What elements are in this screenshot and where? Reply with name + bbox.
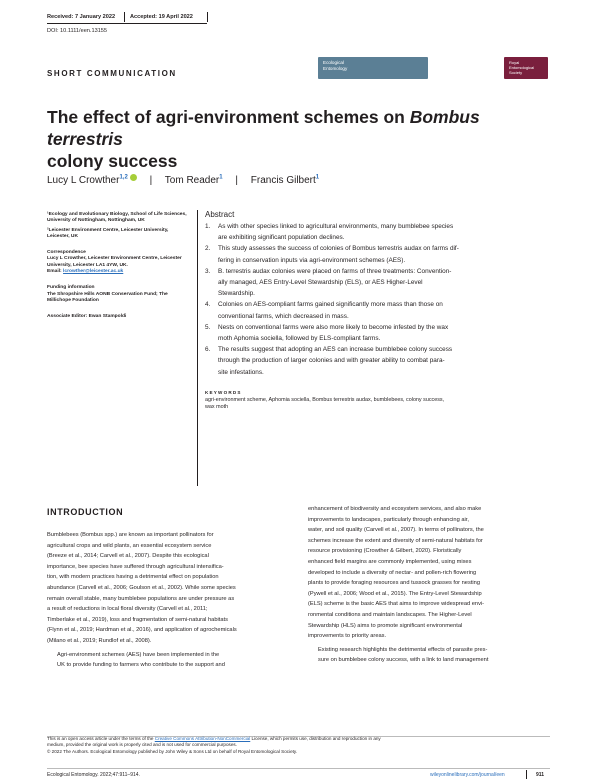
journal-logo[interactable] (318, 57, 428, 79)
intro-heading: INTRODUCTION (47, 507, 124, 517)
text-line: Stewardship (HLS) aims to promote significant environmental (308, 622, 463, 629)
abstract-line: Colonies on AES-compliant farms gained significantly more mass than those on (218, 301, 443, 309)
abstract-item-text (218, 266, 451, 300)
left-paragraph (47, 530, 289, 647)
author-separator: | (149, 175, 153, 186)
abstract-item-number: 4. (205, 301, 211, 309)
abstract-item-text (218, 221, 453, 243)
abstract-item-number: 1. (205, 223, 211, 230)
abstract-box (197, 210, 557, 486)
license-text: This is an open access article under the terms of the (47, 736, 155, 741)
divider (526, 770, 527, 779)
text-line: schemes increase the extent and diversity of semi-natural habitats for (308, 537, 483, 544)
text-line: abundance (Carvell et al., 2006; Goulson et al., 2002). While some species (47, 584, 236, 591)
abstract-item (205, 243, 557, 265)
affiliation-1: ¹Ecology and Evolutionary Biology, School of Life Sciences, University of Nottingham, Nottingham, UK (47, 212, 187, 224)
text-line: plants to provide foraging resources and tussock grasses for nesting (308, 580, 480, 587)
abstract-line: B. terrestris audax colonies were placed on farms of three treatments: Convention- (218, 267, 452, 275)
correspondence-heading: Correspondence (47, 250, 86, 256)
text-line: Agri-environment schemes (AES) have been implemented in the (57, 651, 220, 658)
doi[interactable]: DOI: 10.1111/een.13155 (47, 28, 108, 34)
license-link[interactable]: Creative Commons Attribution-NonCommercial (154, 736, 251, 741)
text-line: a result of reductions in local floral diversity (Carvell et al., 2011; (47, 606, 208, 613)
copyright-text: © 2022 The Authors. Ecological Entomology published by John Wiley & Sons Ltd on behalf of Royal Entomological Society. (47, 748, 298, 754)
abstract-item (205, 266, 557, 300)
abstract-item-text (218, 344, 452, 378)
logo-line: Royal Entomological Society (509, 60, 535, 75)
header-rule (47, 23, 207, 24)
divider (124, 12, 125, 22)
logo-line: Entomology (323, 65, 348, 71)
funding-heading: Funding information (47, 285, 95, 291)
author-sup: 1 (219, 174, 223, 181)
journal-url[interactable]: wileyonlinelibrary.com/journal/een (430, 772, 505, 778)
abstract-line: This study assesses the success of colonies of Bombus terrestris audax on farms dif- (218, 245, 459, 253)
text-line: agricultural crops and wild plants, an essential ecosystem service (47, 542, 212, 549)
abstract-line: site infestations. (218, 368, 264, 376)
text-line: importance, bee species have suffered through agricultural intensifica- (47, 563, 224, 570)
logo-line: Ecological (323, 60, 344, 65)
text-line: developed to include a diversity of nectar- and pollen-rich flowering (308, 569, 477, 576)
abstract-line: fering in conservation inputs via agri-environment schemes (AES). (218, 256, 406, 264)
abstract-item-text (218, 243, 459, 265)
abstract-list (205, 221, 557, 378)
text-line: (Breeze et al., 2014; Carvell et al., 2007). Despite this ecological (47, 553, 209, 560)
keywords-line: wax moth (205, 403, 229, 410)
author-sup: 1 (315, 174, 320, 181)
abstract-item-number: 5. (205, 323, 211, 331)
license-text: medium, provided the original work is properly cited and is not used for commercial purposes. (47, 742, 237, 748)
abstract-title: Abstract (205, 210, 235, 219)
text-line: (ELS) scheme is the basic AES that aims to improve widespread envi- (308, 601, 485, 608)
text-line: water, and soil quality (Carvell et al., 2007). In terms of pollinators, the (308, 527, 484, 534)
license-text: License, which permits use, distribution and reproduction in any (250, 736, 381, 741)
abstract-item (205, 299, 557, 321)
text-line: sure on bumblebee colony success, with a link to land management (318, 657, 489, 664)
abstract-line: The results suggest that adopting an AES can increase bumblebee colony success (218, 346, 453, 354)
title-text: colony success (47, 151, 178, 171)
author-name[interactable]: Francis Gilbert (250, 175, 316, 186)
right-paragraph-2 (308, 645, 550, 666)
author-list (47, 174, 319, 186)
text-line: Existing research highlights the detrimental effects of parasite pres- (318, 646, 488, 653)
abstract-line: through the production of larger colonies and with greater ability to combat para- (218, 357, 445, 365)
abstract-item (205, 322, 557, 344)
text-line: remain overall stable, many bumblebee populations are under pressure as (47, 595, 235, 602)
text-line: Bumblebees (Bombus spp.) are known as important pollinators for (47, 532, 214, 538)
text-line: UK to provide funding to farmers who contribute to the support and (57, 662, 225, 669)
abstract-line: ally managed, AES Entry-Level Stewardship (ELS), or AES Higher-Level (218, 279, 423, 287)
abstract-line: are exhibiting significant population declines. (218, 234, 345, 242)
author-name[interactable]: Lucy L Crowther (47, 175, 120, 186)
author-name[interactable]: Tom Reader (164, 175, 220, 186)
abstract-item (205, 344, 557, 378)
author-sup: 1,2 (119, 174, 128, 181)
license-block (47, 736, 550, 755)
email-label: Email: (47, 269, 64, 275)
abstract-item-text (218, 299, 443, 321)
article-title (47, 106, 557, 172)
affiliation-2: ²Leicester Environment Centre, Leicester University, Leicester, UK (47, 227, 169, 239)
received-date: Received: 7 January 2022 (47, 14, 116, 20)
left-paragraph-2 (47, 650, 289, 671)
abstract-line: As with other species linked to agricultural environments, many bumblebee species (218, 223, 454, 230)
journal-citation: Ecological Entomology. 2022;47:911–914. (47, 772, 140, 778)
text-line: (Milano et al., 2019; Rundlof et al., 2008). (47, 637, 152, 644)
abstract-item-number: 2. (205, 245, 211, 253)
abstract-line: Nests on conventional farms were also more likely to become infested by the wax (218, 323, 449, 331)
text-line: resource provisioning (Crowther & Gilbert, 2020). Floristically (308, 548, 462, 555)
footer-rule (47, 768, 550, 769)
divider (207, 12, 208, 22)
correspondence-text: Lucy L Crowther, Leicester Environment Centre, Leicester University, Leicester LA1 4YW, UK. (47, 256, 182, 268)
page-number: 911 (536, 772, 545, 778)
intro-left-column (47, 530, 289, 671)
author-separator: | (235, 175, 238, 186)
associate-editor: Associate Editor: Ewan Stampoldi (47, 314, 127, 320)
funding-text: The Shropshire Hills AONB Conservation Fund; The Millichope Foundation (47, 291, 168, 303)
abstract-item (205, 221, 557, 243)
title-text: The effect of agri-environment schemes on (47, 107, 410, 127)
abstract-item-text (218, 322, 448, 344)
society-logo[interactable] (504, 57, 548, 79)
title-italic: Bombus terrestris (47, 107, 480, 149)
abstract-item-number: 6. (205, 346, 211, 354)
keywords-line: agri-environment scheme, Aphomia sociella, Bombus terrestris audax, bumblebees, colony success, (205, 396, 445, 403)
abstract-item-number: 3. (205, 267, 211, 275)
accepted-date: Accepted: 19 April 2022 (130, 14, 193, 20)
abstract-line: Stewardship. (218, 290, 255, 298)
text-line: improvements to landscapes, particularly through enhancing air, (308, 516, 469, 523)
section-label: SHORT COMMUNICATION (47, 69, 177, 78)
text-line: enhanced field margins are commonly implemented, using mixes (308, 558, 472, 565)
orcid-icon[interactable] (130, 174, 137, 181)
text-line: enhancement of biodiversity and ecosystem services, and also make (308, 506, 482, 512)
intro-right-column (308, 504, 550, 666)
affiliations (47, 212, 187, 321)
text-line: improvements to priority areas. (308, 633, 387, 640)
abstract-line: moth Aphomia sociella, followed by ELS-compliant farms. (218, 335, 381, 343)
text-line: (Pywell et al., 2006; Wood et al., 2015). The Entry-Level Stewardship (308, 590, 482, 597)
text-line: tion, with modern practices having a detrimental effect on population (47, 574, 219, 581)
text-line: ronmental conditions and maintain landscapes. The Higher-Level (308, 611, 472, 618)
abstract-line: conventional farms, which decreased in mass. (218, 312, 349, 320)
right-paragraph (308, 504, 550, 642)
email-link[interactable]: lcrowther@leicester.ac.uk (63, 269, 124, 275)
text-line: Timberlake et al., 2019), loss and fragmentation of semi-natural habitats (47, 616, 228, 623)
text-line: (Flynn et al., 2019; Hardman et al., 2016), and application of agrochemicals (47, 627, 237, 634)
keywords-heading: KEYWORDS (205, 389, 242, 395)
